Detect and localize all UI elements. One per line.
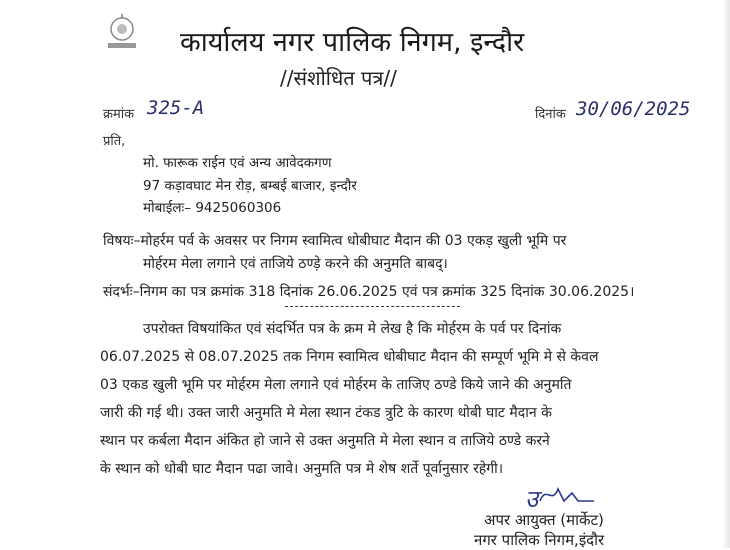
office-title: कार्यालय नगर पालिक निगम, इन्दौर [180, 27, 525, 58]
body-line: 06.07.2025 से 08.07.2025 तक निगम स्वामित्व धोबीघाट मैदान की सम्पूर्ण भूमि मे से केवल [100, 349, 599, 365]
signatory-office: नगर पालिक निगम,इंदौर [474, 531, 605, 549]
date-value: 30/06/2025 [576, 98, 691, 120]
number-label: क्रमांक [103, 107, 135, 122]
reference-line: संदर्भः–निगम का पत्र क्रमांक 318 दिनांक 26.06.2025 एवं पत्र क्रमांक 325 दिनांक 30.06.2025। [103, 284, 635, 300]
recipient-name: मो. फारूक राईन एवं अन्य आवेदकगण [143, 155, 332, 171]
signatory-designation: अपर आयुक्त (मार्केट) [484, 511, 604, 529]
recipient-mobile: मोबाईलः– 9425060306 [143, 200, 282, 216]
page-edge [722, 0, 730, 548]
divider [285, 306, 460, 307]
number-value: 325-A [147, 97, 205, 119]
recipient-address: 97 कड़ावघाट मेन रोड़, बम्बई बाजार, इन्दौर [143, 178, 357, 194]
revised-letter-heading: //संशोधित पत्र// [280, 66, 397, 90]
subject-line-2: मोर्हरम मेला लगाने एवं ताजिये ठण्ड़े करने की अनुमति बाबद्। [143, 256, 448, 272]
date-label: दिनांक [535, 107, 566, 122]
signature-mark: उ [525, 485, 539, 513]
body-line: 03 एकड खुली भूमि पर मोर्हरम मेला लगाने एवं मोर्हरम के ताजिए ठण्डे किये जाने की अनुमति [100, 377, 572, 393]
subject-line-1: विषयः–मोहर्रम पर्व के अवसर पर निगम स्वामित्व धोबीघाट मैदान की 03 एकड़ खुली भूमि पर [103, 233, 567, 249]
to-label: प्रति, [103, 134, 126, 149]
body-line: स्थान पर कर्बला मैदान अंकित हो जाने से उक्त अनुमति मे मेला स्थान व ताजिये ठण्डे करने [100, 433, 550, 449]
municipal-emblem-logo [100, 12, 144, 50]
body-line: जारी की गई थी। उक्त जारी अनुमति मे मेला स्थान टंकड त्रुटि के कारण धोबी घाट मैदान के [100, 405, 552, 421]
body-line: के स्थान को धोबी घाट मैदान पढा जावे। अनुमति पत्र मे शेष शर्ते पूर्वानुसार रहेगी। [100, 461, 504, 477]
body-line: उपरोक्त विषयांकित एवं संदर्भित पत्र के क्रम मे लेख है कि मोर्हरम के पर्व पर दिनांक [143, 321, 562, 337]
